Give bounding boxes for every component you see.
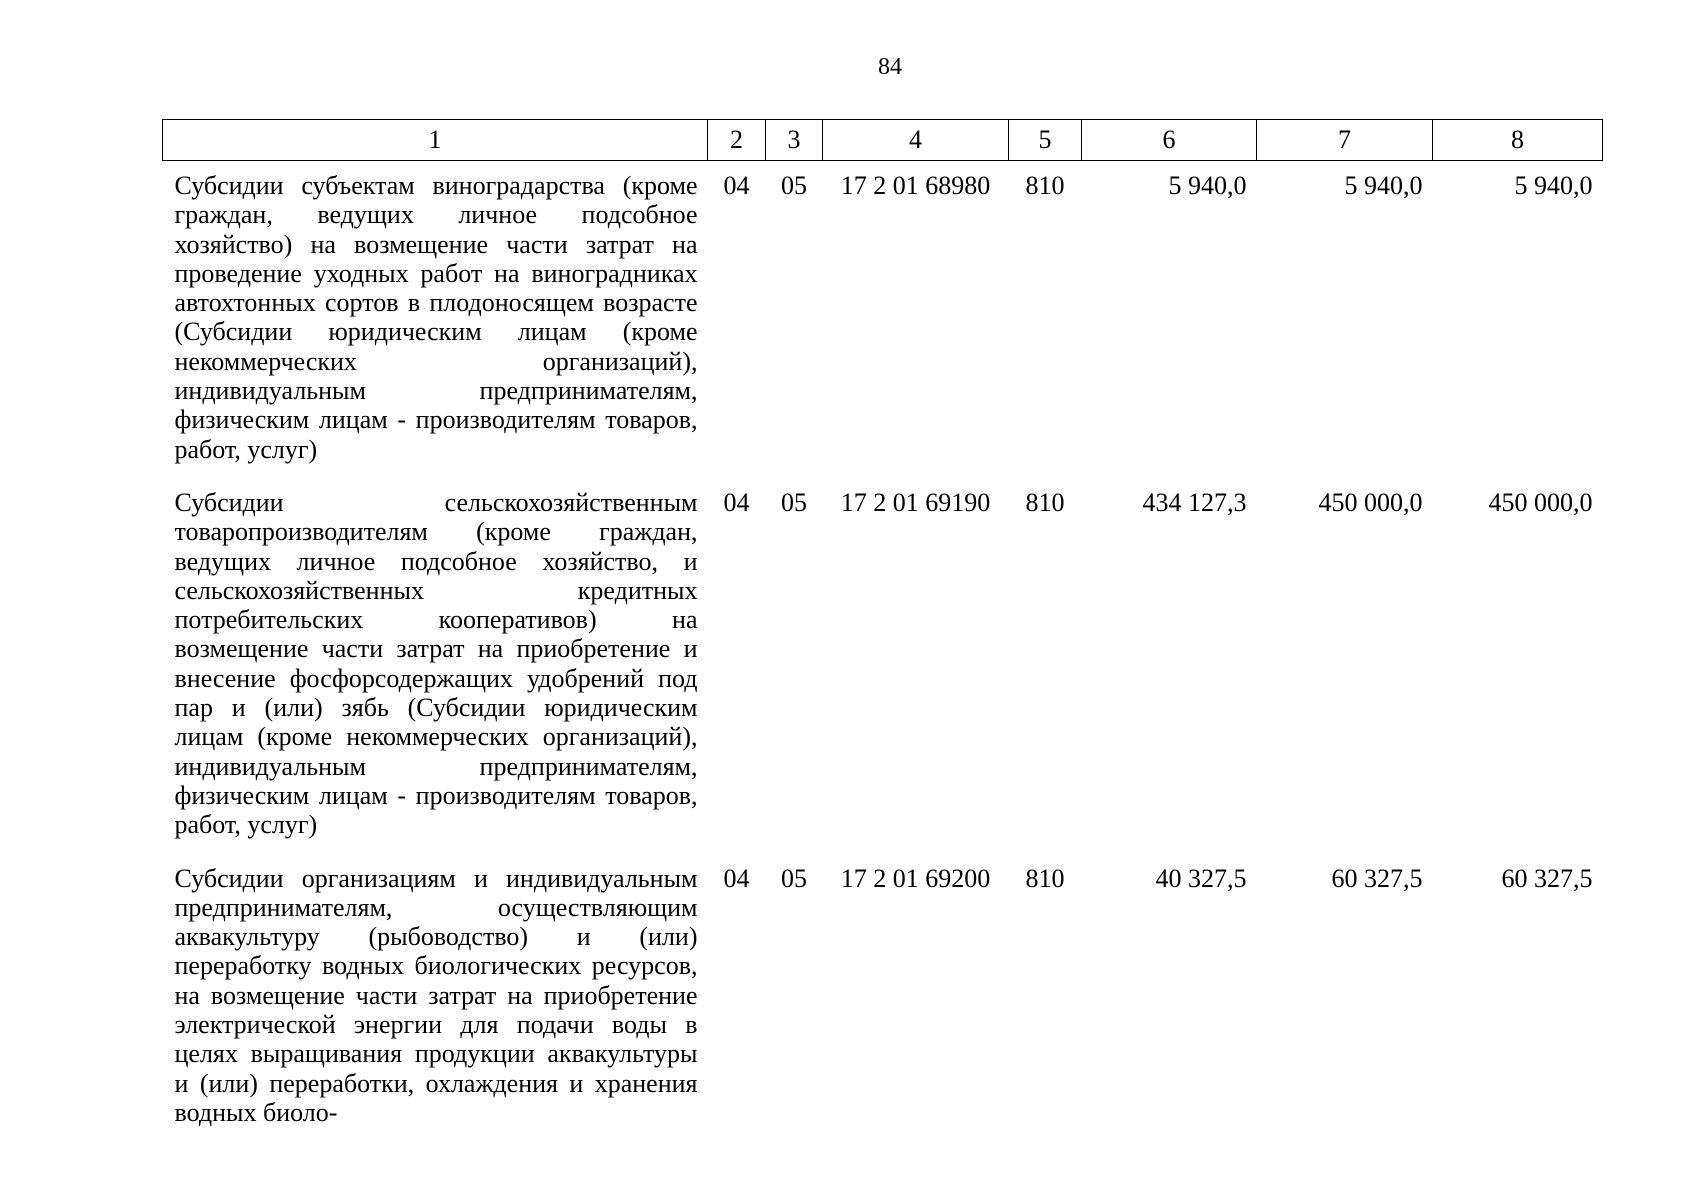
row-description: Субсидии сельскохозяйственным товаропроизводителям (кроме граждан, ведущих личное подсобное хозяйство, и сельскохозяйственных кредитных потребительских кооперативов) на возмещение части затрат на приобретение и внесение фосфорсодержащих удобрений под пар и (или) зябь (Субсидии юридическим лицам (кроме некоммерческих организаций), индивидуальным предпринимателям, физическим лицам - производителям товаров, работ, услуг) — [174, 487, 698, 840]
amount-col6: 5 940,0 — [1168, 171, 1247, 200]
column-header-2: 2 — [708, 120, 766, 161]
amount-col7: 450 000,0 — [1318, 487, 1423, 517]
target-article-code: 17 2 01 69190 — [840, 487, 991, 517]
section-code: 04 — [723, 863, 750, 893]
subsection-code: 05 — [781, 487, 807, 517]
page-number: 84 — [878, 54, 902, 80]
column-header-1: 1 — [163, 120, 708, 161]
amount-col8: 60 327,5 — [1501, 863, 1593, 893]
amount-col6: 40 327,5 — [1155, 863, 1247, 893]
column-header-7: 7 — [1257, 120, 1433, 161]
amount-col6: 434 127,3 — [1142, 487, 1247, 517]
section-code: 04 — [723, 487, 750, 517]
amount-col8: 450 000,0 — [1488, 487, 1593, 517]
column-header-4: 4 — [823, 120, 1009, 161]
budget-table — [162, 119, 1603, 1141]
row-description: Субсидии организациям и индивидуальным предпринимателям, осуществляющим аквакультуру (рыбоводство) и (или) переработку водных биологических ресурсов, на возмещение части затрат на приобретение электрической энергии для подачи воды в целях выращивания продукции аквакультуры и (или) переработки, охлаждения и хранения водных биоло- — [174, 863, 698, 1127]
column-header-6: 6 — [1082, 120, 1257, 161]
expense-type-code: 810 — [1025, 171, 1065, 200]
column-header-8: 8 — [1433, 120, 1603, 161]
column-header-3: 3 — [766, 120, 823, 161]
subsection-code: 05 — [781, 171, 807, 200]
amount-col7: 5 940,0 — [1344, 171, 1423, 200]
amount-col7: 60 327,5 — [1331, 863, 1423, 893]
column-header-5: 5 — [1009, 120, 1082, 161]
amount-col8: 5 940,0 — [1514, 171, 1593, 200]
subsection-code: 05 — [781, 863, 807, 893]
target-article-code: 17 2 01 68980 — [840, 171, 991, 200]
target-article-code: 17 2 01 69200 — [840, 863, 991, 893]
header-row — [163, 120, 1603, 161]
table-row — [163, 478, 1603, 854]
table-row — [163, 854, 1603, 1142]
expense-type-code: 810 — [1025, 863, 1065, 893]
expense-type-code: 810 — [1025, 487, 1065, 517]
table-row — [163, 161, 1603, 478]
section-code: 04 — [723, 171, 750, 200]
row-description: Субсидии субъектам виноградарства (кроме граждан, ведущих личное подсобное хозяйство) на возмещение части затрат на проведение уходных работ на виноградниках автохтонных сортов в плодоносящем возрасте (Субсидии юридическим лицам (кроме некоммерческих организаций), индивидуальным предпринимателям, физическим лицам - производителям товаров, работ, услуг) — [174, 171, 698, 464]
